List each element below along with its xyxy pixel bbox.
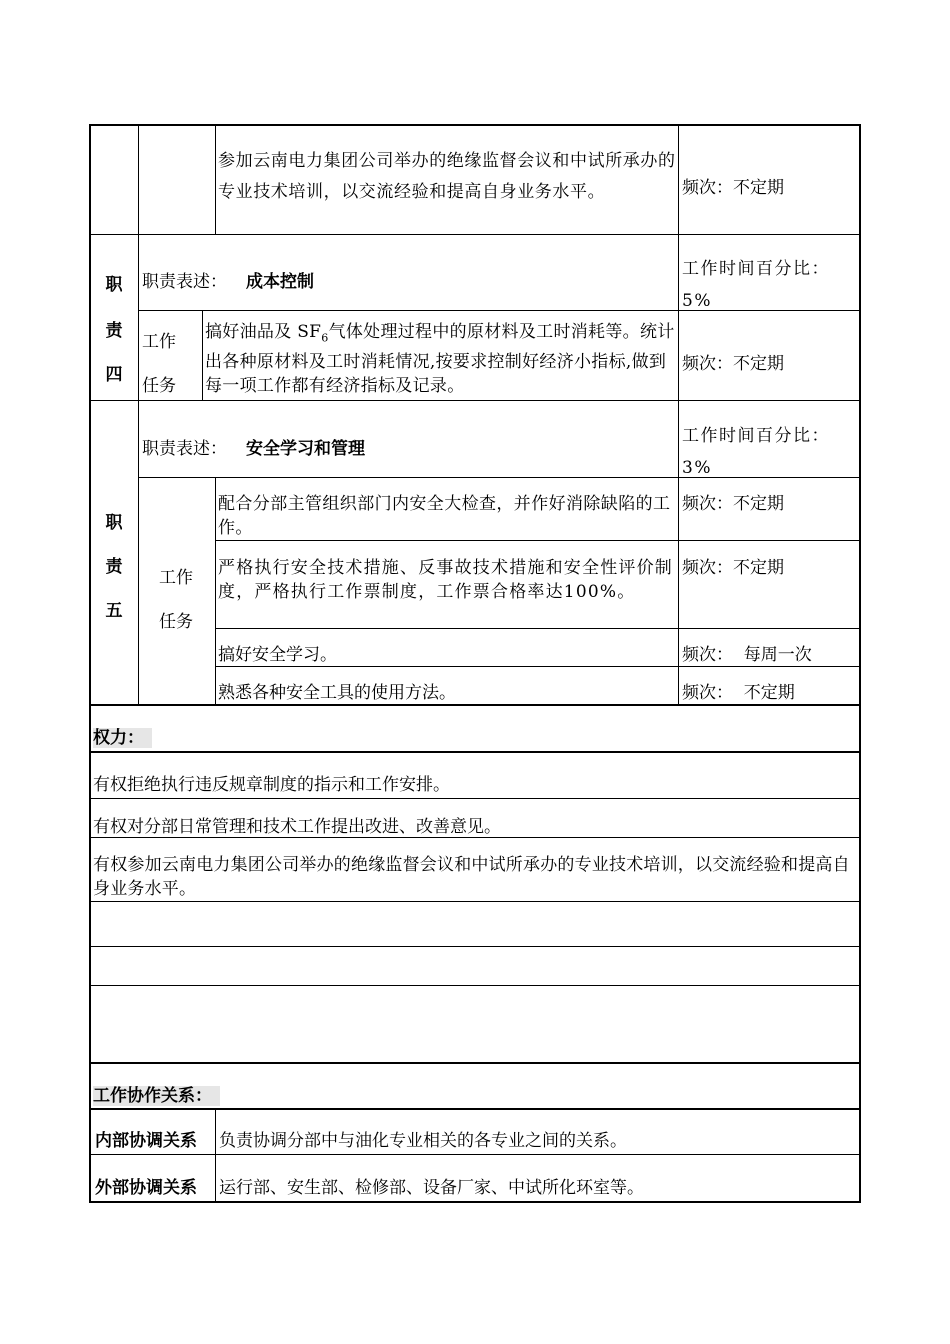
duty5-task-label: 工作: [159, 568, 193, 588]
duty5-task-frequency: 频次： 不定期: [682, 683, 795, 703]
duty4-task-label: 工作: [142, 332, 176, 352]
duty5-task-frequency: 频次：不定期: [682, 494, 784, 514]
duty5-task-frequency: 频次：不定期: [682, 558, 784, 578]
duty4-description-title: 成本控制: [246, 272, 314, 292]
duty5-label-char: 责: [105, 557, 123, 577]
duty5-task-label: 任务: [159, 612, 193, 632]
authority-item: 有权参加云南电力集团公司举办的绝缘监督会议和中试所承办的专业技术培训，以交流经验和提高自身业务水平。: [93, 855, 850, 899]
authority-heading-text: 权力：: [93, 728, 152, 748]
duty5-task-text: 严格执行安全技术措施、反事故技术措施和安全性评价制度，严格执行工作票制度，工作票合格率达100%。: [218, 558, 673, 602]
authority-item: 有权对分部日常管理和技术工作提出改进、改善意见。: [93, 817, 501, 837]
duty4-label-char: 四: [105, 365, 123, 385]
duty5-time-percent: 工作时间百分比：3%: [682, 426, 830, 478]
internal-coordination-label: 内部协调关系: [95, 1131, 197, 1151]
duty4-task-frequency: 频次：不定期: [682, 354, 784, 374]
duty5-task-text: 熟悉各种安全工具的使用方法。: [218, 683, 456, 703]
top-task-text: 参加云南电力集团公司举办的绝缘监督会议和中试所承办的专业技术培训，以交流经验和提高自身业务水平。: [218, 151, 676, 202]
authority-heading: [93, 726, 152, 750]
top-task-frequency: 频次：不定期: [682, 178, 784, 198]
duty5-label-char: 职: [105, 513, 123, 533]
duty5-description-title: 安全学习和管理: [246, 439, 365, 459]
cooperation-heading: [93, 1084, 220, 1108]
external-coordination-text: 运行部、安生部、检修部、设备厂家、中试所化环室等。: [219, 1178, 644, 1198]
duty5-task-text: 搞好安全学习。: [218, 645, 337, 665]
duty4-description-label: 职责表述：: [142, 272, 227, 292]
duty4-task-label: 任务: [142, 376, 176, 396]
internal-coordination-text: 负责协调分部中与油化专业相关的各专业之间的关系。: [219, 1131, 627, 1151]
duty4-label-char: 责: [105, 321, 123, 341]
duty5-task-frequency: 频次： 每周一次: [682, 645, 812, 665]
duty4-time-percent: 工作时间百分比：5%: [682, 259, 830, 311]
duty4-task-text: 搞好油品及 $SF_6$气体处理过程中的原材料及工时消耗等。统计出各种原材料及工时消耗情况,按要求控制好经济小指标,做到每一项工作都有经济指标及记录。: [205, 322, 675, 397]
authority-item: 有权拒绝执行违反规章制度的指示和工作安排。: [93, 775, 450, 795]
duty5-task-text: 配合分部主管组织部门内安全大检查，并作好消除缺陷的工作。: [218, 494, 671, 538]
external-coordination-label: 外部协调关系: [95, 1178, 197, 1198]
cooperation-heading-text: 工作协作关系：: [93, 1086, 220, 1106]
duty5-label-char: 五: [105, 601, 123, 621]
duty5-description-label: 职责表述：: [142, 439, 227, 459]
duty4-label-char: 职: [105, 275, 123, 295]
